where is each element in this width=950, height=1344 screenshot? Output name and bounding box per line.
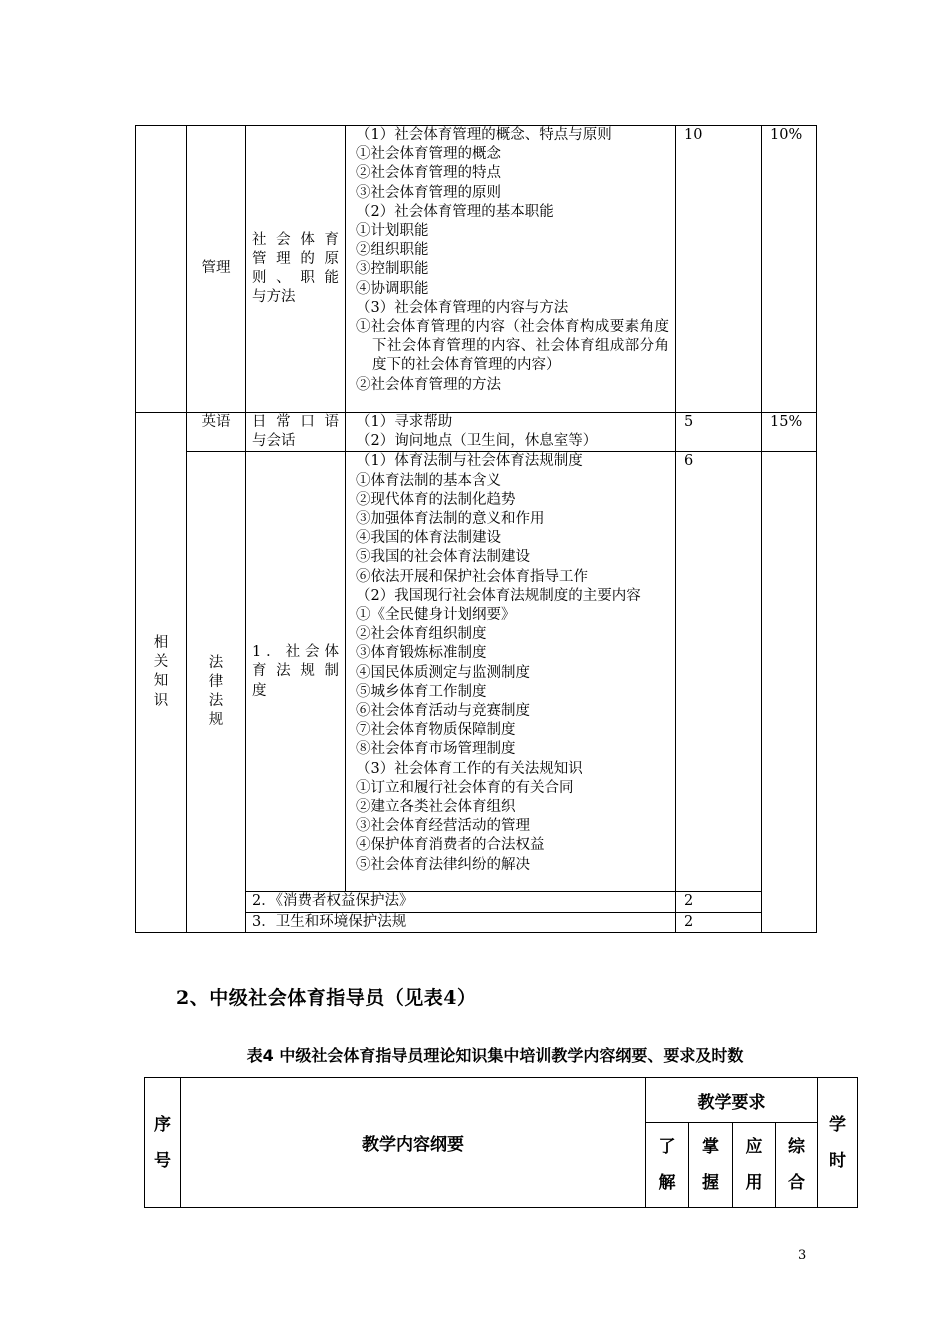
header-comprehensive xyxy=(776,1123,818,1208)
row-management xyxy=(136,126,817,413)
row-english xyxy=(136,413,817,452)
content-line: ①体育法制的基本含义 xyxy=(356,472,501,489)
category-char: 关 xyxy=(153,654,169,671)
hours-value: 6 xyxy=(684,453,694,470)
category-char: 相 xyxy=(153,635,169,652)
content-line: （2）询问地点（卫生间，休息室等） xyxy=(356,433,598,450)
hours-value: 5 xyxy=(684,414,694,430)
topic-label: 英语 xyxy=(201,414,231,430)
content-line: ③体育锻炼标准制度 xyxy=(356,645,487,662)
section-heading: 2、中级社会体育指导员（见表4） xyxy=(176,987,477,1009)
content-line: （2）社会体育管理的基本职能 xyxy=(356,203,554,220)
header-apply xyxy=(733,1123,776,1208)
content-line: ⑤城乡体育工作制度 xyxy=(356,683,487,700)
header-hours xyxy=(818,1078,858,1208)
header-char: 握 xyxy=(702,1173,719,1193)
row-law xyxy=(136,452,817,892)
category-char: 知 xyxy=(153,673,169,690)
percent-law-empty xyxy=(762,452,817,932)
header-char: 解 xyxy=(658,1173,676,1193)
hours-consumer-law xyxy=(676,892,762,912)
topic-char: 法 xyxy=(208,693,224,710)
hours-english xyxy=(676,413,762,452)
header-char: 时 xyxy=(829,1150,846,1171)
header-requirements xyxy=(646,1078,818,1123)
subtopic-line: 与方法 xyxy=(252,289,296,306)
content-line: ⑤社会体育法律纠纷的解决 xyxy=(356,856,530,873)
content-line: ②组织职能 xyxy=(356,242,429,259)
content-line: ⑥社会体育活动与竞赛制度 xyxy=(356,703,530,720)
percent-management xyxy=(762,126,817,413)
item-health-law xyxy=(246,912,676,932)
hours-value: 2 xyxy=(684,893,694,910)
header-index xyxy=(145,1078,181,1208)
content-line-wrapped: （2）我国现行社会体育法规制度的主要内容 xyxy=(356,587,641,604)
item-consumer-law xyxy=(246,892,676,912)
subtopic-line: 度 xyxy=(252,682,267,699)
hours-management xyxy=(676,126,762,413)
content-line: ⑥依法开展和保护社会体育指导工作 xyxy=(356,568,588,585)
header-char: 学 xyxy=(829,1114,846,1135)
percent-value: 15% xyxy=(770,414,803,430)
table4-header xyxy=(144,1077,858,1208)
percent-value: 10% xyxy=(770,127,803,143)
page-number: 3 xyxy=(798,1248,807,1263)
header-char: 掌 xyxy=(702,1137,719,1157)
item-label: 3．卫生和环境保护法规 xyxy=(252,913,407,930)
topic-label: 管理 xyxy=(201,260,231,277)
content-line: ②社会体育组织制度 xyxy=(356,626,487,643)
subtopic-line: 则 、 职 能 xyxy=(252,270,339,286)
content-line: ④我国的体育法制建设 xyxy=(356,530,501,547)
topic-char: 律 xyxy=(208,673,224,690)
subtopic-law xyxy=(246,452,346,892)
content-line: ①订立和履行社会体育的有关合同 xyxy=(356,779,574,796)
content-management xyxy=(346,126,676,413)
topic-law xyxy=(187,452,246,932)
content-line: ①计划职能 xyxy=(356,223,429,240)
subtopic-line: 日 常 口 语 xyxy=(252,414,339,430)
header-label: 教学内容纲要 xyxy=(362,1135,464,1155)
header-master xyxy=(689,1123,733,1208)
content-line: ①《全民健身计划纲要》 xyxy=(356,607,516,624)
content-law xyxy=(346,452,676,892)
subtopic-management xyxy=(246,126,346,413)
content-line: ④协调职能 xyxy=(356,280,429,297)
subtopic-line: 1．社会体 xyxy=(252,644,339,661)
content-line: ③控制职能 xyxy=(356,261,429,278)
topic-char: 规 xyxy=(208,712,224,729)
content-line: ②建立各类社会体育组织 xyxy=(356,799,516,816)
header-char: 综 xyxy=(788,1137,805,1157)
content-line: （1）寻求帮助 xyxy=(356,414,453,430)
content-line: （3）社会体育工作的有关法规知识 xyxy=(356,760,583,777)
hours-value: 10 xyxy=(684,127,703,143)
hours-law xyxy=(676,452,762,892)
category-cell-empty xyxy=(136,126,187,413)
category-related-knowledge xyxy=(136,413,187,933)
content-line: ③加强体育法制的意义和作用 xyxy=(356,511,545,528)
header-char: 合 xyxy=(788,1173,805,1193)
percent-english xyxy=(762,413,817,452)
content-line: ②社会体育管理的方法 xyxy=(356,376,501,393)
header-char: 用 xyxy=(745,1173,763,1193)
subtopic-line: 社 会 体 育 xyxy=(252,231,339,248)
content-line: ⑤我国的社会体育法制建设 xyxy=(356,549,530,566)
content-line: （1）社会体育管理的概念、特点与原则 xyxy=(356,127,612,143)
content-line: （3）社会体育管理的内容与方法 xyxy=(356,299,569,316)
item-label: 2．《消费者权益保护法》 xyxy=(252,893,414,910)
curriculum-table-continued xyxy=(135,125,817,933)
content-english xyxy=(346,413,676,452)
header-char: 了 xyxy=(658,1137,676,1157)
subtopic-line: 与会话 xyxy=(252,433,296,450)
content-line-wrapped: ①社会体育管理的内容（社会体育构成要素角度下社会体育管理的内容、社会体育组成部分角度下的社会体育管理的内容） xyxy=(356,319,669,374)
category-char: 识 xyxy=(153,692,169,709)
header-char: 序 xyxy=(154,1114,171,1135)
content-line: ⑦社会体育物质保障制度 xyxy=(356,722,516,739)
content-line: ②社会体育管理的特点 xyxy=(356,165,501,182)
header-label: 教学要求 xyxy=(697,1092,766,1113)
content-line: ④保护体育消费者的合法权益 xyxy=(356,837,545,854)
topic-management xyxy=(187,126,246,413)
content-line: ④国民体质测定与监测制度 xyxy=(356,664,530,681)
content-line: ③社会体育管理的原则 xyxy=(356,184,501,201)
content-line: ①社会体育管理的概念 xyxy=(356,146,501,163)
header-content xyxy=(181,1078,646,1208)
header-char: 应 xyxy=(745,1137,763,1157)
content-line: ③社会体育经营活动的管理 xyxy=(356,818,530,835)
topic-char: 法 xyxy=(208,654,224,671)
subtopic-line: 育 法 规 制 xyxy=(252,663,339,680)
content-line: （1）体育法制与社会体育法规制度 xyxy=(356,453,583,470)
content-line: ⑧社会体育市场管理制度 xyxy=(356,741,516,758)
hours-health-law xyxy=(676,912,762,932)
header-char: 号 xyxy=(154,1150,171,1171)
subtopic-line: 管 理 的 原 xyxy=(252,250,339,267)
content-line: ②现代体育的法制化趋势 xyxy=(356,491,516,508)
table-caption: 表4 中级社会体育指导员理论知识集中培训教学内容纲要、要求及时数 xyxy=(246,1046,744,1065)
hours-value: 2 xyxy=(684,913,694,930)
topic-english xyxy=(187,413,246,452)
header-understand xyxy=(646,1123,689,1208)
subtopic-english xyxy=(246,413,346,452)
